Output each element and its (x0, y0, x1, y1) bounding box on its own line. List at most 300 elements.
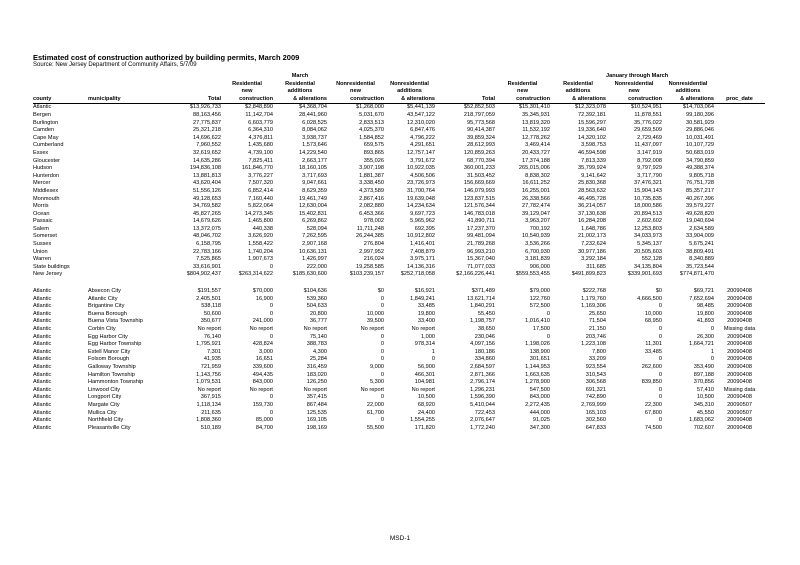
value-cell: No report (197, 386, 221, 393)
column-header: additions (397, 88, 422, 95)
county-cell: Atlantic (33, 409, 52, 416)
value-cell: 2,405,501 (196, 295, 221, 302)
column-header: additions (675, 88, 701, 95)
value-cell: 33,904,009 (686, 233, 715, 240)
value-cell: 99,481,094 (467, 233, 495, 240)
value-cell: 18,160,105 (299, 165, 327, 172)
value-cell: 28,612,993 (467, 142, 495, 149)
municipal-row (33, 425, 765, 433)
value-cell: 39,579,227 (686, 203, 715, 210)
value-cell: 10,922,035 (407, 165, 435, 172)
proc-date-cell: 20090408 (727, 333, 752, 340)
value-cell: 7,825,411 (248, 157, 273, 164)
value-cell: No report (249, 386, 273, 393)
municipal-row (33, 410, 765, 418)
construction-cost-table (33, 73, 765, 432)
proc-date-cell (714, 188, 765, 196)
municipality-cell (88, 173, 169, 181)
municipality-cell: Buena Borough (88, 310, 127, 317)
value-cell: 0 (546, 333, 550, 340)
value-cell: 48,046,702 (193, 233, 221, 240)
value-cell: 10,031,491 (686, 134, 715, 141)
value-cell: 2,076,647 (470, 417, 495, 424)
municipality-cell (88, 158, 169, 166)
value-cell: 3,147,919 (637, 149, 662, 156)
value-cell: 68,770,394 (467, 157, 495, 164)
proc-date-cell (714, 127, 765, 135)
value-cell: 75,140 (309, 333, 327, 340)
value-cell: 171,820 (414, 424, 435, 431)
municipality-cell (88, 218, 169, 226)
value-cell: 11,878,551 (634, 111, 662, 118)
value-cell: 146,079,993 (463, 187, 495, 194)
column-header: additions (565, 88, 591, 95)
county-row (33, 158, 765, 166)
proc-date-cell (714, 249, 765, 257)
value-cell: 1,663,635 (525, 371, 550, 378)
value-cell: 0 (269, 303, 273, 310)
value-cell: 316,459 (306, 363, 327, 370)
municipality-cell: Galloway Township (88, 363, 136, 370)
column-header: & alterations (384, 96, 435, 104)
value-cell: 978,314 (414, 341, 435, 348)
municipality-cell (88, 112, 169, 120)
county-row (33, 256, 765, 264)
municipality-cell (88, 196, 169, 204)
value-cell: 0 (269, 409, 273, 416)
municipality-cell (88, 142, 169, 150)
value-cell: 19,461,749 (299, 195, 327, 202)
proc-date-cell: 20090408 (727, 318, 752, 325)
value-cell: 14,635,286 (193, 157, 221, 164)
value-cell: 742,890 (585, 394, 606, 401)
county-cell: Hunterdon (33, 172, 60, 179)
value-cell: 1,435,680 (248, 142, 273, 149)
page-footer: MSD-1 (389, 535, 411, 542)
value-cell: 3,536,266 (525, 241, 550, 248)
value-cell: 10,912,802 (407, 233, 435, 240)
value-cell: 9,000 (370, 363, 384, 370)
value-cell: No report (360, 326, 384, 332)
column-header: Residential (563, 80, 593, 87)
value-cell: 0 (658, 333, 662, 340)
county-cell: Atlantic (33, 424, 52, 431)
value-cell: 10,540,939 (522, 233, 550, 240)
value-cell: $222,768 (582, 288, 606, 295)
county-cell: Gloucester (33, 157, 61, 164)
proc-date-cell (714, 233, 765, 241)
value-cell: 647,833 (585, 424, 606, 431)
value-cell: 6,364,310 (248, 127, 273, 134)
value-cell: 218,797,059 (463, 111, 495, 118)
column-header (169, 88, 221, 96)
proc-date-cell (714, 120, 765, 128)
proc-date-cell: 20090408 (727, 295, 752, 302)
value-cell: 1,296,231 (470, 386, 495, 393)
value-cell: 528,094 (306, 225, 327, 232)
proc-date-cell (714, 203, 765, 211)
value-cell: 1,223,108 (581, 341, 606, 348)
value-cell: 71,504 (588, 318, 606, 325)
municipality-cell (88, 241, 169, 249)
value-cell: 897,188 (693, 371, 715, 378)
county-cell: Atlantic (33, 417, 52, 424)
value-cell: 12,757,147 (407, 149, 435, 156)
value-cell: 12,253,803 (634, 225, 662, 232)
value-cell: 370,856 (693, 379, 715, 386)
county-cell: Burlington (33, 119, 59, 126)
value-cell: $12,323,078 (574, 104, 606, 111)
value-cell: 20,894,513 (634, 210, 662, 217)
value-cell: 39,859,324 (467, 134, 495, 141)
column-header: & alterations (662, 96, 714, 104)
value-cell: 40,267,396 (686, 195, 715, 202)
value-cell: 1,118,134 (196, 401, 221, 408)
value-cell: 216,024 (363, 256, 384, 263)
county-row (33, 233, 765, 241)
value-cell: 7,301 (207, 348, 221, 355)
value-cell: 388,783 (306, 341, 327, 348)
proc-date-cell (714, 256, 765, 264)
value-cell: 13,819,320 (522, 119, 550, 126)
value-cell: 0 (658, 326, 662, 332)
value-cell: 14,234,634 (407, 203, 435, 210)
municipal-row (33, 341, 765, 349)
value-cell: 12,630,004 (299, 203, 327, 210)
column-header: construction (606, 96, 662, 104)
value-cell: 19,336,640 (578, 127, 606, 134)
municipal-row (33, 402, 765, 410)
value-cell: No report (360, 386, 384, 393)
county-row (33, 104, 765, 112)
value-cell: 347,300 (529, 424, 550, 431)
value-cell: 230,046 (474, 333, 495, 340)
value-cell: 8,792,008 (637, 157, 662, 164)
value-cell: 1,179,760 (581, 295, 606, 302)
value-cell: 0 (658, 356, 662, 363)
value-cell: $5,441,139 (407, 104, 435, 111)
value-cell: 10,735,835 (634, 195, 662, 202)
value-cell: 276,804 (363, 241, 384, 248)
value-cell: 3,907,198 (359, 165, 384, 172)
value-cell: 444,000 (529, 409, 550, 416)
value-cell: 6,453,366 (359, 210, 384, 217)
value-cell: 265,015,006 (518, 165, 550, 172)
value-cell: 85,357,217 (686, 187, 715, 194)
value-cell: 2,997,952 (359, 248, 384, 255)
value-cell: 1,558,422 (248, 241, 273, 248)
value-cell: 46,594,598 (578, 149, 606, 156)
value-cell: 20,505,603 (634, 248, 662, 255)
value-cell: $339,901,693 (627, 271, 662, 278)
column-header: Total (169, 96, 221, 104)
value-cell: 700,192 (529, 225, 550, 232)
value-cell: 25,650 (588, 310, 606, 317)
header-blank (714, 73, 765, 81)
column-header: new (350, 88, 361, 95)
value-cell: 16,900 (255, 295, 273, 302)
value-cell: 13,621,714 (467, 295, 495, 302)
value-cell: $13,926,733 (189, 104, 221, 111)
value-cell: 4,376,811 (248, 134, 273, 141)
report-title: Estimated cost of construction authorized by building permits, March 2009 (33, 53, 300, 62)
proc-date-cell (714, 142, 765, 150)
proc-date-cell: Missing data (723, 386, 756, 393)
county-row (33, 173, 765, 181)
municipality-cell: Northfield City (88, 417, 124, 424)
column-header: & alterations (273, 96, 327, 104)
value-cell: 357,415 (306, 394, 327, 401)
value-cell: 31,700,764 (407, 187, 435, 194)
value-cell: $263,314,622 (238, 271, 273, 278)
value-cell: 11,301 (645, 341, 662, 348)
value-cell: No report (249, 326, 273, 332)
value-cell: 0 (710, 356, 715, 363)
value-cell: 547,500 (529, 386, 550, 393)
value-cell: 11,532,192 (522, 127, 550, 134)
proc-date-cell: 20090507 (727, 401, 752, 408)
value-cell: 22,300 (644, 401, 662, 408)
value-cell: 99,180,396 (686, 111, 715, 118)
municipal-row (33, 387, 765, 395)
column-header: new (241, 88, 253, 95)
county-cell: Atlantic (33, 341, 52, 348)
value-cell: 1,795,921 (196, 341, 221, 348)
municipality-cell (88, 120, 169, 128)
municipality-cell: Absecon City (88, 288, 121, 295)
proc-date-cell: 20090408 (727, 288, 752, 295)
value-cell: 3,938,737 (302, 134, 327, 141)
county-row (33, 196, 765, 204)
value-cell: 4,097,156 (470, 341, 495, 348)
value-cell: 95,773,568 (467, 119, 495, 126)
value-cell: 31,503,452 (467, 172, 495, 179)
value-cell: $191,557 (197, 288, 221, 295)
value-cell: 9,697,723 (410, 210, 435, 217)
value-cell: 3,598,753 (581, 142, 606, 149)
municipality-cell: Atlantic City (88, 295, 118, 302)
value-cell: 1,426,997 (302, 256, 327, 263)
municipality-cell: Hamilton Township (88, 371, 135, 378)
county-row (33, 203, 765, 211)
value-cell: 10,000 (644, 310, 662, 317)
value-cell: 552,128 (641, 256, 662, 263)
value-cell: 24,400 (417, 409, 435, 416)
value-cell: 55,500 (366, 424, 384, 431)
value-cell: 3,000 (259, 348, 273, 355)
value-cell: 25,830,368 (578, 180, 606, 187)
value-cell: 17,500 (532, 326, 550, 332)
value-cell: 6,700,930 (525, 248, 550, 255)
value-cell: 539,360 (306, 295, 327, 302)
municipality-cell: Egg Harbor Township (88, 341, 142, 348)
value-cell: 34,790,859 (686, 157, 715, 164)
municipal-row (33, 417, 765, 425)
proc-date-cell: 20090408 (727, 348, 752, 355)
county-cell: Atlantic (33, 326, 52, 332)
value-cell: 3,717,693 (302, 172, 327, 179)
county-cell: Atlantic (33, 104, 52, 111)
county-cell: Ocean (33, 210, 50, 217)
municipality-cell (88, 150, 169, 158)
value-cell: 1,648,786 (581, 225, 606, 232)
municipality-cell (88, 180, 169, 188)
proc-date-cell: 20090408 (727, 303, 752, 310)
value-cell: 38,650 (477, 326, 495, 332)
municipal-row (33, 311, 765, 319)
municipality-cell: Corbin City (88, 326, 116, 332)
value-cell: 0 (431, 356, 435, 363)
county-cell: Morris (33, 203, 49, 210)
value-cell: 906,000 (529, 263, 550, 270)
value-cell: 36,214,057 (578, 203, 606, 210)
municipal-row (33, 356, 765, 364)
county-cell: Mercer (33, 180, 51, 187)
value-cell: 56,900 (417, 363, 435, 370)
value-cell: 29,886,046 (686, 127, 715, 134)
county-cell: Atlantic (33, 318, 52, 325)
county-cell: Monmouth (33, 195, 60, 202)
municipality-cell: Mullica City (88, 409, 117, 416)
column-header (33, 81, 88, 89)
value-cell: 126,250 (306, 379, 327, 386)
value-cell: 169,105 (306, 417, 327, 424)
value-cell: 12,310,020 (407, 119, 435, 126)
value-cell: 125,535 (306, 409, 327, 416)
value-cell: 923,554 (585, 363, 606, 370)
value-cell: 5,345,137 (637, 241, 662, 248)
municipality-cell (88, 104, 169, 112)
value-cell: 13,881,813 (193, 172, 221, 179)
value-cell: 14,696,622 (193, 134, 221, 141)
column-header (33, 88, 88, 96)
value-cell: 367,915 (200, 394, 221, 401)
value-cell: 18,000,586 (634, 203, 662, 210)
value-cell: $491,899,823 (571, 271, 606, 278)
value-cell: $804,902,437 (186, 271, 221, 278)
value-cell: 3,292,184 (581, 256, 606, 263)
value-cell: $103,239,157 (349, 271, 384, 278)
value-cell: 3,469,414 (525, 142, 550, 149)
value-cell: 16,284,208 (578, 218, 606, 225)
value-cell: 33,209 (588, 356, 606, 363)
value-cell: 84,700 (255, 424, 273, 431)
value-cell: 1,664,721 (689, 341, 715, 348)
proc-date-cell (714, 241, 765, 249)
proc-date-cell: 20090408 (727, 371, 752, 378)
value-cell: 3,975,171 (410, 256, 435, 263)
value-cell: 35,723,544 (686, 263, 715, 270)
value-cell: 16,651 (255, 356, 273, 363)
value-cell: 345,310 (693, 401, 715, 408)
value-cell: 1,143,756 (196, 371, 221, 378)
value-cell: 41,935 (203, 356, 221, 363)
value-cell: 1 (710, 348, 715, 355)
value-cell: 843,000 (529, 394, 550, 401)
value-cell: 572,500 (529, 303, 550, 310)
value-cell: 6,158,795 (196, 241, 221, 248)
municipality-cell (88, 256, 169, 264)
value-cell: 302,560 (585, 417, 606, 424)
proc-date-cell (714, 211, 765, 219)
value-cell: 1,772,240 (470, 424, 495, 431)
value-cell: 893,865 (363, 149, 384, 156)
value-cell: 203,746 (585, 333, 606, 340)
municipality-cell: Linwood City (88, 386, 121, 393)
value-cell: 2,833,513 (359, 119, 384, 126)
value-cell: $252,718,058 (400, 271, 435, 278)
value-cell: 0 (380, 348, 384, 355)
value-cell: 839,850 (641, 379, 662, 386)
value-cell: 1,000 (421, 333, 435, 340)
value-cell: 43,620,404 (193, 180, 221, 187)
column-header: proc_date (714, 96, 765, 104)
municipality-cell (88, 271, 169, 279)
value-cell: 3,181,839 (525, 256, 550, 263)
value-cell: 15,904,143 (634, 187, 662, 194)
value-cell: 29,659,509 (634, 127, 662, 134)
value-cell: 34,769,582 (193, 203, 221, 210)
proc-date-cell (714, 271, 765, 279)
value-cell: 71,077,033 (467, 263, 495, 270)
value-cell: $14,703,064 (682, 104, 715, 111)
value-cell: 1,840,291 (470, 303, 495, 310)
municipal-row (33, 364, 765, 372)
county-cell: Somerset (33, 233, 57, 240)
municipality-cell: Hammonton Township (88, 379, 144, 386)
value-cell: 37,130,638 (578, 210, 606, 217)
value-cell: 360,001,233 (463, 165, 495, 172)
county-row (33, 127, 765, 135)
value-cell: $2,848,890 (245, 104, 273, 111)
municipal-row (33, 318, 765, 326)
county-cell: State buildings (33, 263, 70, 270)
value-cell: 0 (269, 310, 273, 317)
value-cell: $2,166,226,441 (456, 271, 495, 278)
value-cell: 428,824 (252, 341, 273, 348)
county-cell: Atlantic (33, 371, 52, 378)
proc-date-cell: Missing data (723, 326, 756, 332)
municipal-row (33, 334, 765, 342)
value-cell: 76,140 (203, 333, 221, 340)
column-header: Nonresidential (336, 80, 375, 87)
municipal-row (33, 394, 765, 402)
proc-date-cell (714, 264, 765, 272)
value-cell: 1,465,800 (248, 218, 273, 225)
value-cell: 339,600 (252, 363, 273, 370)
value-cell: 2,769,999 (581, 401, 606, 408)
value-cell: $15,301,410 (518, 104, 550, 111)
value-cell: 14,679,626 (193, 218, 221, 225)
municipality-cell: Buena Vista Township (88, 318, 143, 325)
proc-date-cell (714, 112, 765, 120)
column-header: & alterations (550, 96, 606, 104)
value-cell: 8,340,889 (689, 256, 715, 263)
value-cell: 28,441,960 (299, 111, 327, 118)
municipal-row (33, 372, 765, 380)
value-cell: $79,000 (529, 288, 550, 295)
value-cell: 1,849,241 (410, 295, 435, 302)
value-cell: 122,760 (529, 295, 550, 302)
value-cell: 310,543 (585, 371, 606, 378)
proc-date-cell (714, 226, 765, 234)
municipal-row (33, 379, 765, 387)
municipality-cell (88, 233, 169, 241)
value-cell: 68,950 (644, 318, 662, 325)
value-cell: 49,628,820 (686, 210, 715, 217)
value-cell: 198,169 (306, 424, 327, 431)
municipal-row (33, 326, 765, 334)
